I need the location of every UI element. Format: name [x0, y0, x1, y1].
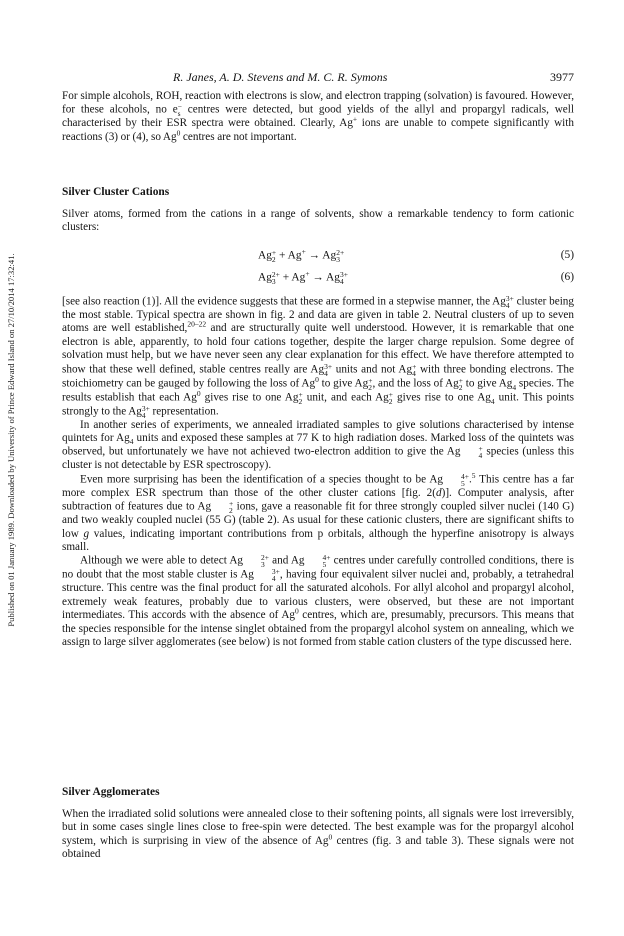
paragraph-simple-alcohols [62, 90, 574, 144]
equation-expression: Ag + 2 + Ag+ → Ag 2+ 3 [258, 246, 345, 264]
paragraph-text: In another series of experiments, we annealed irradiated samples to give solutions characterised by intense quintets for $Ag_4$ units and exposed these samples at 77 K to high radiation doses. Marked loss of the quintets was observed, but unfortunately we have not achieved two-electron addition to give the Ag + 4 species (unless this cluster is not detectable by ESR spectroscopy). [62, 418, 574, 472]
running-head [62, 70, 574, 86]
page-number: 3977 [550, 70, 574, 84]
equation-number: (6) [560, 271, 574, 283]
paragraph-agglomerates [62, 808, 574, 862]
equation-expression: Ag 2+ 3 + Ag+ → Ag 3+ 4 [258, 268, 348, 286]
publication-sidebar [0, 0, 22, 936]
paragraph-text: Although we were able to detect Ag 2+ 3 and Ag 4+ 5 centres under carefully controlled conditions, there is no doubt that the most stable cluster is Ag 3+ 4 , having four equivalent silver nuclei and, probably, a tetrahedral structure. This centre was the final product for all the saturated alcohols. For allyl alcohol and propargyl alcohol, extremely weak features, probably due to various clusters, were observed, but these are not important intermediates. This accords with the absence of Ag$^0$ centres, which are, presumably, precursors. This means that the species responsible for the intense singlet obtained from the propargyl alcohol system on annealing, which we assign to large silver agglomerates (see below) is not formed from stable cation clusters of the type discussed here. [62, 553, 574, 649]
section-heading-silver-cluster-cations: Silver Cluster Cations [62, 186, 170, 198]
section-heading-silver-agglomerates: Silver Agglomerates [62, 786, 160, 798]
equation-5 [62, 246, 574, 265]
paragraph-stepwise [62, 295, 574, 650]
publication-notice: Published on 01 January 1989. Downloaded by University of Prince Edward Island on 27/10/2014 17:32:41. [6, 253, 16, 627]
paragraph-text: When the irradiated solid solutions were annealed close to their softening points, all signals were lost irreversibly, but in some cases single lines close to free-spin were detected. The best example was for the propargyl alcohol system, which is surprising in view of the absence of Ag$^0$ centres (fig. 3 and table 3). These signals were not obtained [62, 808, 574, 861]
paragraph-text: Silver atoms, formed from the cations in a range of solvents, show a remarkable tendency to form cationic clusters: [62, 208, 574, 234]
running-head-authors: R. Janes, A. D. Stevens and M. C. R. Symons [173, 70, 388, 84]
paragraph-text: Even more surprising has been the identification of a species thought to be Ag 4+ 5 .$^5$ This centre has a far more complex ESR spectrum than those of the other cluster cations [fig. 2(d)]. Computer analysis, after subtraction of features due to Ag + 2 ions, gave a reasonable fit for three strongly coupled silver nuclei (140 G) and two weakly coupled nuclei (55 G) (table 2). As usual for these cationic clusters, there are significant shifts to low g values, indicating important contributions from p orbitals, although the hyperfine anisotropy is always small. [62, 470, 575, 554]
paragraph-text: For simple alcohols, ROH, reaction with electrons is slow, and electron trapping (solvation) is favoured. However, for these alcohols, no e − s centres were detected, but good yields of the allyl and propargyl radicals, well characterised by their ESR spectra were obtained. Clearly, Ag+ ions are unable to compete significantly with reactions (3) or (4), so Ag$^0$ centres are not important. [62, 90, 574, 143]
equation-6 [62, 268, 574, 287]
paragraph-cluster-intro [62, 208, 574, 235]
equation-number: (5) [560, 249, 574, 261]
paragraph-text: [see also reaction (1)]. All the evidence suggests that these are formed in a stepwise manner, the Ag 3+ 4 cluster being the most stable. Typical spectra are shown in fig. 2 and data are given in table 2. Neutral clusters of up to seven atoms are well established,$^{20-22}$ and are structurally quite well understood. However, it is remarkable that one electron is able, apparently, to hold four cations together, despite the larger charge repulsion. Some degree of solvation must help, but we have never seen any clear explanation for this effect. We have therefore attempted to show that these well defined, stable centres really are Ag 3+ 4 units and not Ag + 4 with three bonding electrons. The stoichiometry can be gauged by following the loss of Ag$^0$ to give Ag + 2 , and the loss of Ag + 2 to give $Ag_4$ species. The results establish that each Ag$^0$ gives rise to one Ag + 2 unit, and each Ag + 2 gives rise to one $Ag_4$ unit. This points strongly to the Ag 3+ 4 representation. [62, 294, 574, 420]
